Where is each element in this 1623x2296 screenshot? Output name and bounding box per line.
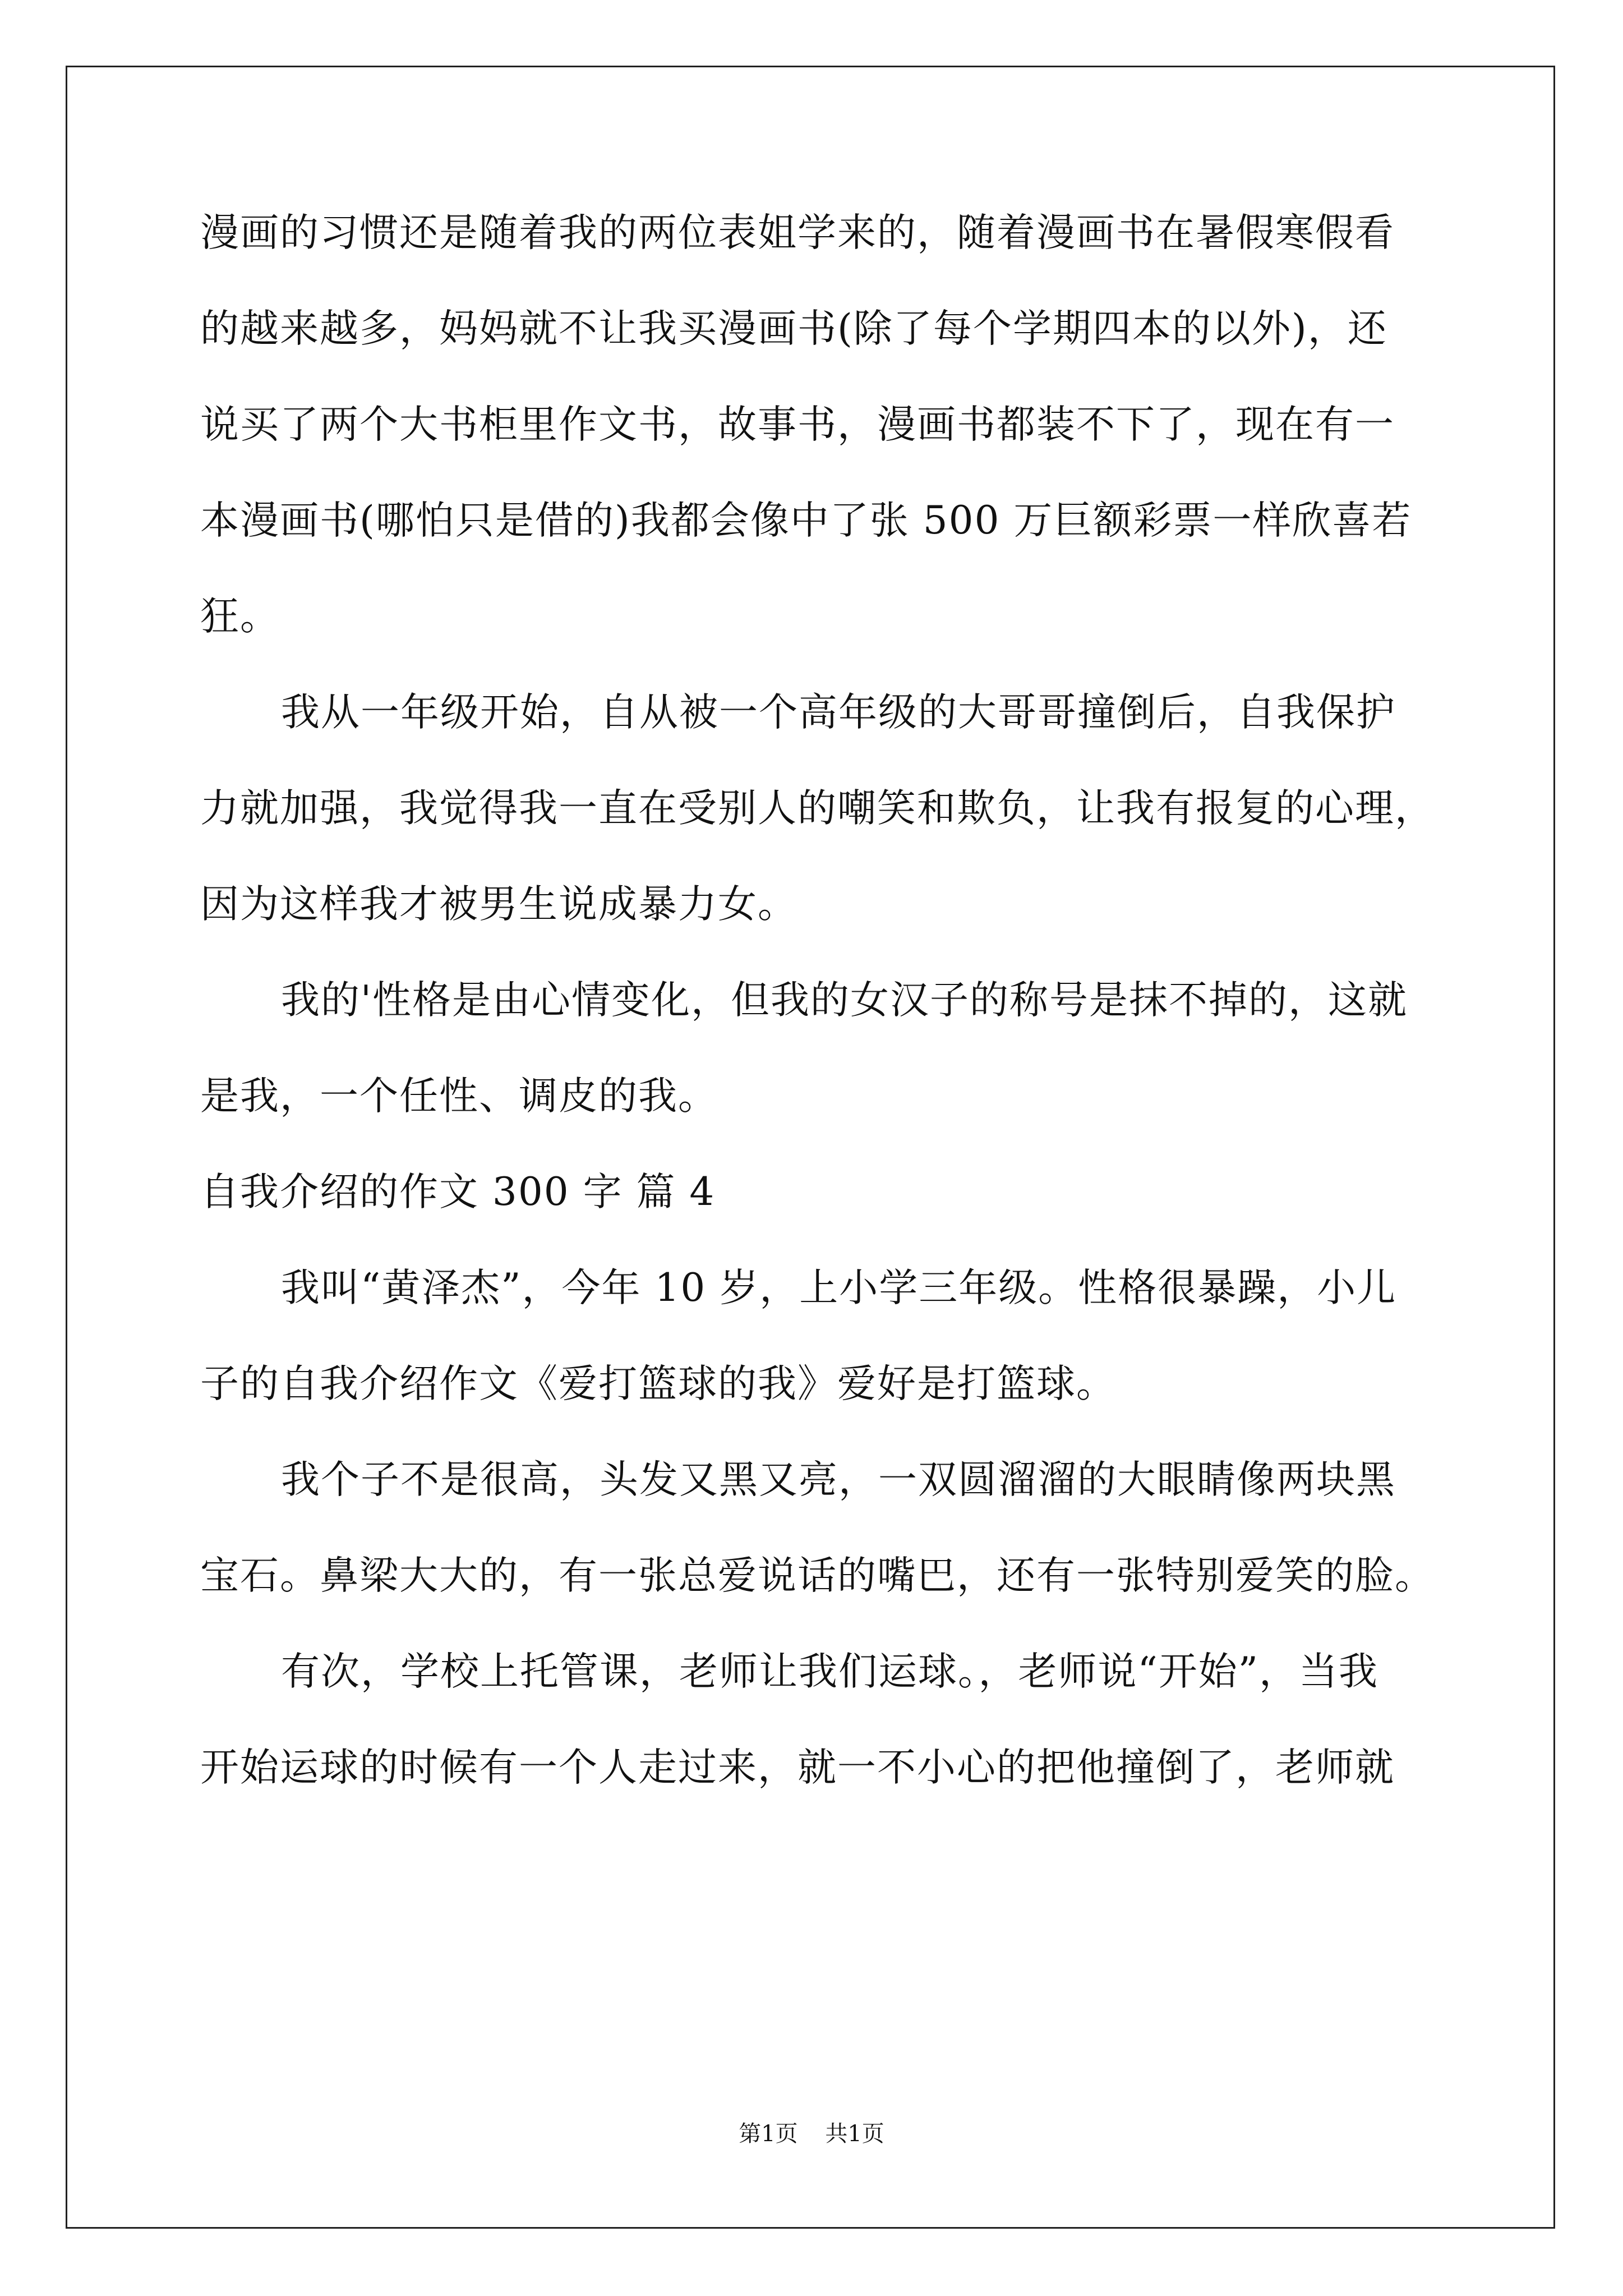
- text-line: 我个子不是很高，头发又黑又亮，一双圆溜溜的大眼睛像两块黑: [281, 1457, 1396, 1502]
- text-line: 我从一年级开始，自从被一个高年级的大哥哥撞倒后，自我保护: [281, 690, 1396, 735]
- text-line: 本漫画书(哪怕只是借的)我都会像中了张 500 万巨额彩票一样欣喜若: [200, 498, 1412, 543]
- text-line: 的越来越多，妈妈就不让我买漫画书(除了每个学期四本的以外)，还: [200, 306, 1387, 351]
- text-line: 漫画的习惯还是随着我的两位表姐学来的，随着漫画书在暑假寒假看: [200, 210, 1395, 255]
- document-body: [200, 212, 1434, 1843]
- text-line: 有次，学校上托管课，老师让我们运球。，老师说“开始”，当我: [281, 1649, 1379, 1694]
- text-line: 是我，一个任性、调皮的我。: [200, 1074, 718, 1119]
- text-line: 宝石。鼻梁大大的，有一张总爱说话的嘴巴，还有一张特别爱笑的脸。: [200, 1553, 1435, 1598]
- text-line: 狂。: [200, 594, 280, 639]
- page-total: 共1页: [825, 2121, 884, 2147]
- text-line: 说买了两个大书柜里作文书，故事书，漫画书都装不下了，现在有一: [200, 402, 1395, 447]
- text-line: 子的自我介绍作文《爱打篮球的我》爱好是打篮球。: [200, 1361, 1116, 1406]
- page-number: 第1页: [739, 2121, 798, 2147]
- text-line: 我的'性格是由心情变化，但我的女汉子的称号是抹不掉的，这就: [281, 978, 1408, 1023]
- text-line: 力就加强，我觉得我一直在受别人的嘲笑和欺负，让我有报复的心理，: [200, 786, 1435, 831]
- text-line: 因为这样我才被男生说成暴力女。: [200, 882, 797, 927]
- text-line: 开始运球的时候有一个人走过来，就一不小心的把他撞倒了，老师就: [200, 1745, 1395, 1790]
- text-line: 我叫“黄泽杰”，今年 10 岁，上小学三年级。性格很暴躁，小儿: [281, 1266, 1397, 1310]
- page-footer: [0, 2120, 1623, 2147]
- section-heading: 自我介绍的作文 300 字 篇 4: [200, 1170, 716, 1214]
